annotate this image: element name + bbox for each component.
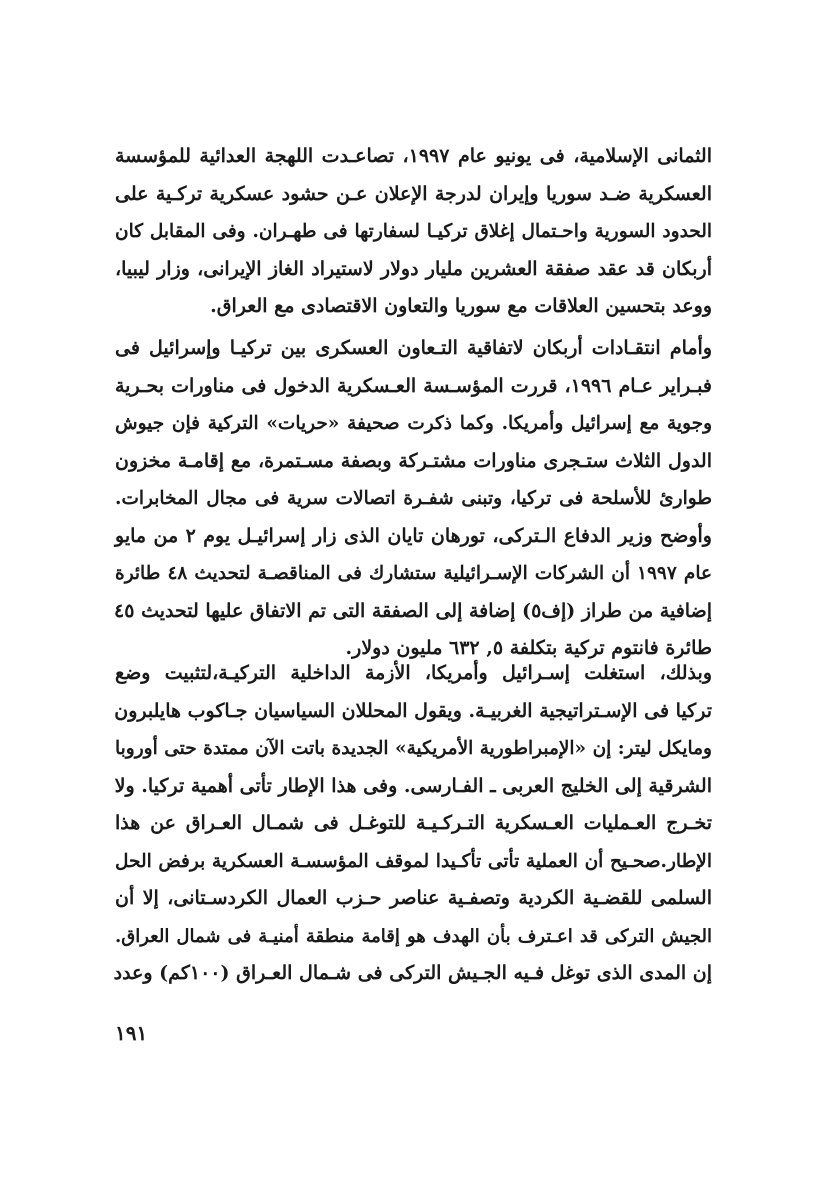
paragraph-3 — [115, 655, 712, 993]
text-line: السلمى للقضـية الكردية وتصفـية عناصر حـزب العمال الكردسـتانى، إلا أن — [115, 887, 712, 909]
text-line: الجيش التركى قد اعـترف بأن الهدف هو إقامة منطقة أمنيـة فى شمال العراق. — [115, 925, 712, 947]
text-line: عام ١٩٩٧ أن الشركات الإسـرائيلية ستشارك فى المناقصـة لتحديث ٤٨ طائرة — [115, 563, 712, 584]
text-line: العسكرية ضـد سوريا وإيران لدرجة الإعلان عـن حشود عسكرية تركـية على — [115, 182, 712, 205]
text-line: طائرة فانتوم تركية بتكلفة ٥, ٦٣٢ مليون دولار. — [345, 637, 712, 659]
text-line: ووعد بتحسين العلاقات مع سوريا والتعاون الاقتصادى مع العراق. — [210, 295, 712, 317]
text-line: الإطار.صحـيح أن العملية تأتى تأكـيدا لموقف المؤسسـة العسكرية برفض الحل — [115, 850, 712, 872]
text-line: إضافية من طراز (إف٥) إضافة إلى الصفقة التى تم الاتفاق عليها لتحديث ٤٥ — [114, 599, 712, 622]
text-line: فبـراير عـام ١٩٩٦، قررت المؤسـسة العـسكرية الدخول فى مناورات بحـرية — [115, 374, 713, 397]
text-line: الثمانى الإسلامية، فى يونيو عام ١٩٩٧، تصاعـدت اللهجة العدائية للمؤسسة — [115, 145, 713, 167]
text-line: الدول الثلاث ستـجرى مناورات مشتـركة وبصفة مسـتمرة، مع إقامـة مخزون — [115, 449, 712, 472]
text-line: وأمام انتقـادات أربكان لاتفاقية التـعاون العسكرى بين تركيـا وإسرائيل فى — [115, 337, 712, 359]
text-line: الشرقية إلى الخليج العربى ـ الفـارسى. وفى هذا الإطار تأتى أهمية تركيا. ولا — [114, 774, 712, 797]
text-line: وبذلك، استغلت إسـرائيل وأمريكا، الأزمة الداخلية التركيـة،لتثبيت وضع — [115, 662, 712, 684]
text-line: تخـرج العـمليات العـسكرية التـركـيـة للتوغـل فى شمـال العـراق عن هذا — [115, 812, 712, 834]
paragraph-2 — [115, 330, 712, 668]
text-line: طوارئ للأسلحة فى تركيا، وتبنى شفـرة اتصالات سرية فى مجال المخابرات. — [115, 488, 712, 509]
text-line: أربكان قد عقد صفقة العشرين مليار دولار لاستيراد الغاز الإيرانى، وزار ليبيا، — [115, 257, 712, 280]
text-line: ومايكل ليتر: إن «الإمبراطورية الأمريكية» الجديدة باتت الآن ممتدة حتى أوروبا — [115, 738, 712, 759]
paragraph-1 — [115, 138, 712, 326]
text-line: الحدود السورية واحـتمال إغلاق تركيـا لسفارتها فى طهـران. وفى المقابل كان — [115, 221, 712, 242]
page-number: ١٩١ — [115, 1021, 148, 1045]
text-line: تركيا فى الإسـتراتيجية الغربيـة. ويقول المحللان السياسيان جـاكوب هايلبرون — [114, 699, 712, 722]
text-line: وجوية مع إسرائيل وأمريكا. وكما ذكرت صحيفة «حريات» التركية فإن جيوش — [115, 413, 712, 434]
text-line: وأوضح وزير الدفاع الـتركى، تورهان تايان الذى زار إسرائيـل يوم ٢ من مايو — [115, 524, 712, 547]
text-line: إن المدى الذى توغل فـيه الجـيش التركى فى شـمال العـراق (١٠٠كم) وعدد — [113, 962, 712, 984]
